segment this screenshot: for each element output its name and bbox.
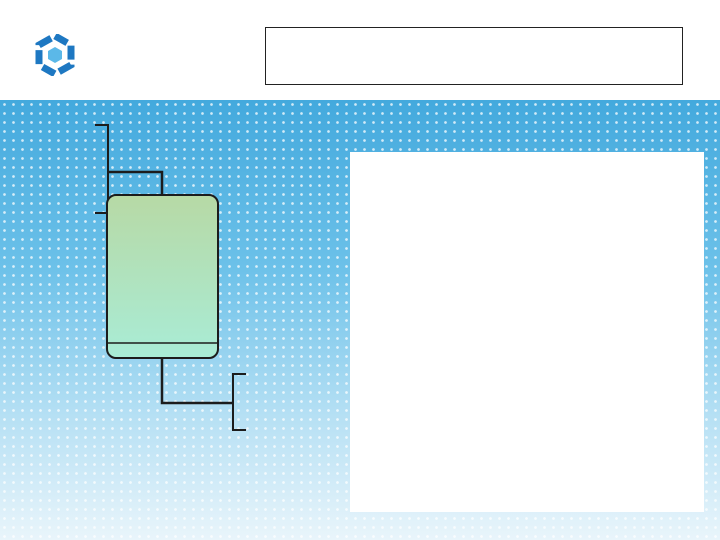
text-panel	[350, 152, 704, 512]
resin-vessel	[107, 195, 218, 358]
outlet-pipe	[162, 358, 233, 403]
inlet-bracket	[95, 125, 108, 213]
outlet-bracket	[233, 374, 246, 430]
